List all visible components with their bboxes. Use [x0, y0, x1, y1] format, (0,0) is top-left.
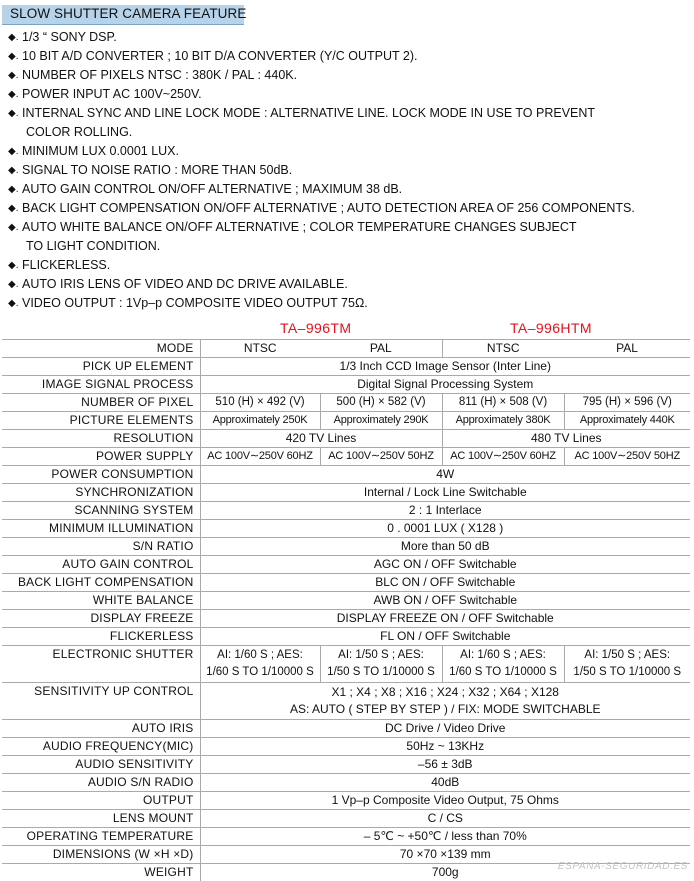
diamond-bullet-icon: ◆.	[8, 199, 22, 218]
row-value: – 5℃ ~ +50℃ / less than 70%	[200, 828, 690, 846]
row-label: SCANNING SYSTEM	[2, 502, 200, 520]
feature-item: ◆. NUMBER OF PIXELS NTSC : 380K / PAL : 440K.	[8, 66, 688, 85]
table-row	[2, 646, 690, 683]
row-label: DISPLAY FREEZE	[2, 610, 200, 628]
diamond-bullet-icon: ◆.	[8, 85, 22, 104]
table-row	[2, 538, 690, 556]
mode-cell: NTSC	[442, 340, 564, 358]
row-label: LENS MOUNT	[2, 810, 200, 828]
row-value: DISPLAY FREEZE ON / OFF Switchable	[200, 610, 690, 628]
diamond-bullet-icon: ◆.	[8, 142, 22, 161]
diamond-bullet-icon: ◆.	[8, 47, 22, 66]
table-row	[2, 340, 690, 358]
table-row	[2, 592, 690, 610]
row-value: AGC ON / OFF Switchable	[200, 556, 690, 574]
table-row	[2, 828, 690, 846]
row-label: AUTO GAIN CONTROL	[2, 556, 200, 574]
table-row	[2, 358, 690, 376]
row-value: X1 ; X4 ; X8 ; X16 ; X24 ; X32 ; X64 ; X128 AS: AUTO ( STEP BY STEP ) / FIX: MODE SWITCHABLE	[200, 683, 690, 720]
row-value: FL ON / OFF Switchable	[200, 628, 690, 646]
feature-item: ◆. SIGNAL TO NOISE RATIO : MORE THAN 50dB.	[8, 161, 688, 180]
table-row	[2, 792, 690, 810]
table-row	[2, 628, 690, 646]
model-name-ta-996htm: TA–996HTM	[510, 320, 592, 336]
row-value: 1 Vp–p Composite Video Output, 75 Ohms	[200, 792, 690, 810]
table-row	[2, 412, 690, 430]
mode-cell: NTSC	[200, 340, 320, 358]
table-row	[2, 430, 690, 448]
row-value: 2 : 1 Interlace	[200, 502, 690, 520]
feature-item: ◆. POWER INPUT AC 100V~250V.	[8, 85, 688, 104]
table-row	[2, 810, 690, 828]
row-value: 50Hz ~ 13KHz	[200, 738, 690, 756]
row-value: AWB ON / OFF Switchable	[200, 592, 690, 610]
row-label: OPERATING TEMPERATURE	[2, 828, 200, 846]
row-label: SYNCHRONIZATION	[2, 484, 200, 502]
row-value: –56 ± 3dB	[200, 756, 690, 774]
row-value: 40dB	[200, 774, 690, 792]
spec-table	[2, 339, 690, 881]
mode-cell: PAL	[320, 340, 442, 358]
table-row	[2, 774, 690, 792]
table-row	[2, 720, 690, 738]
table-row	[2, 394, 690, 412]
row-value: 795 (H) × 596 (V)	[564, 394, 690, 412]
row-value: Internal / Lock Line Switchable	[200, 484, 690, 502]
table-row	[2, 738, 690, 756]
row-value: 510 (H) × 492 (V)	[200, 394, 320, 412]
feature-item-continued: TO LIGHT CONDITION.	[8, 237, 688, 256]
table-row	[2, 376, 690, 394]
feature-item: ◆. AUTO WHITE BALANCE ON/OFF ALTERNATIVE ; COLOR TEMPERATURE CHANGES SUBJECT	[8, 218, 688, 237]
model-name-ta-996tm: TA–996TM	[280, 320, 351, 336]
feature-item: ◆. AUTO IRIS LENS OF VIDEO AND DC DRIVE AVAILABLE.	[8, 275, 688, 294]
feature-item: ◆. MINIMUM LUX 0.0001 LUX.	[8, 142, 688, 161]
row-value: Approximately 440K	[564, 412, 690, 430]
row-label: POWER CONSUMPTION	[2, 466, 200, 484]
diamond-bullet-icon: ◆.	[8, 66, 22, 85]
row-value: BLC ON / OFF Switchable	[200, 574, 690, 592]
row-value: 0 . 0001 LUX ( X128 )	[200, 520, 690, 538]
feature-item: ◆. VIDEO OUTPUT : 1Vp–p COMPOSITE VIDEO OUTPUT 75Ω.	[8, 294, 688, 313]
diamond-bullet-icon: ◆.	[8, 180, 22, 199]
diamond-bullet-icon: ◆.	[8, 256, 22, 275]
row-value: 500 (H) × 582 (V)	[320, 394, 442, 412]
row-label: PICTURE ELEMENTS	[2, 412, 200, 430]
feature-item: ◆. 1/3 “ SONY DSP.	[8, 28, 688, 47]
row-label: MINIMUM ILLUMINATION	[2, 520, 200, 538]
table-row	[2, 556, 690, 574]
feature-item: ◆. AUTO GAIN CONTROL ON/OFF ALTERNATIVE ; MAXIMUM 38 dB.	[8, 180, 688, 199]
row-label: PICK UP ELEMENT	[2, 358, 200, 376]
table-row	[2, 574, 690, 592]
diamond-bullet-icon: ◆.	[8, 275, 22, 294]
table-row	[2, 610, 690, 628]
row-value: 480 TV Lines	[442, 430, 690, 448]
table-row	[2, 484, 690, 502]
row-value: 70 ×70 ×139 mm	[200, 846, 690, 864]
row-value: DC Drive / Video Drive	[200, 720, 690, 738]
section-header-bar	[2, 5, 244, 25]
row-label: AUTO IRIS	[2, 720, 200, 738]
diamond-bullet-icon: ◆.	[8, 218, 22, 237]
feature-list	[8, 26, 688, 313]
row-value: 700g	[200, 864, 690, 881]
table-row	[2, 466, 690, 484]
row-label: AUDIO FREQUENCY(MIC)	[2, 738, 200, 756]
row-value: 1/3 Inch CCD Image Sensor (Inter Line)	[200, 358, 690, 376]
row-label: MODE	[2, 340, 200, 358]
mode-cell: PAL	[564, 340, 690, 358]
row-label: S/N RATIO	[2, 538, 200, 556]
diamond-bullet-icon: ◆.	[8, 294, 22, 313]
row-value: Digital Signal Processing System	[200, 376, 690, 394]
feature-item: ◆. 10 BIT A/D CONVERTER ; 10 BIT D/A CONVERTER (Y/C OUTPUT 2).	[8, 47, 688, 66]
row-label: WHITE BALANCE	[2, 592, 200, 610]
feature-item-continued: COLOR ROLLING.	[8, 123, 688, 142]
watermark: ESPANA-SEGURIDAD.ES	[558, 861, 688, 872]
row-value: AC 100V∼250V 60HZ	[200, 448, 320, 466]
row-value: AC 100V∼250V 60HZ	[442, 448, 564, 466]
row-value: Approximately 250K	[200, 412, 320, 430]
row-value: Approximately 380K	[442, 412, 564, 430]
row-label: POWER SUPPLY	[2, 448, 200, 466]
section-title: SLOW SHUTTER CAMERA FEATURE	[10, 6, 246, 21]
feature-item: ◆. BACK LIGHT COMPENSATION ON/OFF ALTERNATIVE ; AUTO DETECTION AREA OF 256 COMPONENTS.	[8, 199, 688, 218]
row-label: FLICKERLESS	[2, 628, 200, 646]
row-value: More than 50 dB	[200, 538, 690, 556]
row-label: BACK LIGHT COMPENSATION	[2, 574, 200, 592]
row-value: 4W	[200, 466, 690, 484]
row-value: AI: 1/60 S ; AES: 1/60 S TO 1/10000 S	[200, 646, 320, 683]
row-label: SENSITIVITY UP CONTROL	[2, 683, 200, 720]
table-row	[2, 683, 690, 720]
row-value: 420 TV Lines	[200, 430, 442, 448]
row-label: WEIGHT	[2, 864, 200, 881]
row-value: C / CS	[200, 810, 690, 828]
row-value: AC 100V∼250V 50HZ	[564, 448, 690, 466]
row-value: AI: 1/60 S ; AES: 1/60 S TO 1/10000 S	[442, 646, 564, 683]
row-value: Approximately 290K	[320, 412, 442, 430]
row-value: 811 (H) × 508 (V)	[442, 394, 564, 412]
diamond-bullet-icon: ◆.	[8, 104, 22, 123]
row-value: AI: 1/50 S ; AES: 1/50 S TO 1/10000 S	[564, 646, 690, 683]
row-label: IMAGE SIGNAL PROCESS	[2, 376, 200, 394]
row-value: AI: 1/50 S ; AES: 1/50 S TO 1/10000 S	[320, 646, 442, 683]
table-row	[2, 520, 690, 538]
table-row	[2, 756, 690, 774]
feature-item: ◆. FLICKERLESS.	[8, 256, 688, 275]
row-value: AC 100V∼250V 50HZ	[320, 448, 442, 466]
row-label: RESOLUTION	[2, 430, 200, 448]
diamond-bullet-icon: ◆.	[8, 28, 22, 47]
row-label: ELECTRONIC SHUTTER	[2, 646, 200, 683]
row-label: DIMENSIONS (W ×H ×D)	[2, 846, 200, 864]
row-label: OUTPUT	[2, 792, 200, 810]
row-label: NUMBER OF PIXEL	[2, 394, 200, 412]
row-label: AUDIO S/N RADIO	[2, 774, 200, 792]
diamond-bullet-icon: ◆.	[8, 161, 22, 180]
table-row	[2, 448, 690, 466]
feature-item: ◆. INTERNAL SYNC AND LINE LOCK MODE : ALTERNATIVE LINE. LOCK MODE IN USE TO PREVENT	[8, 104, 688, 123]
table-row	[2, 502, 690, 520]
row-label: AUDIO SENSITIVITY	[2, 756, 200, 774]
